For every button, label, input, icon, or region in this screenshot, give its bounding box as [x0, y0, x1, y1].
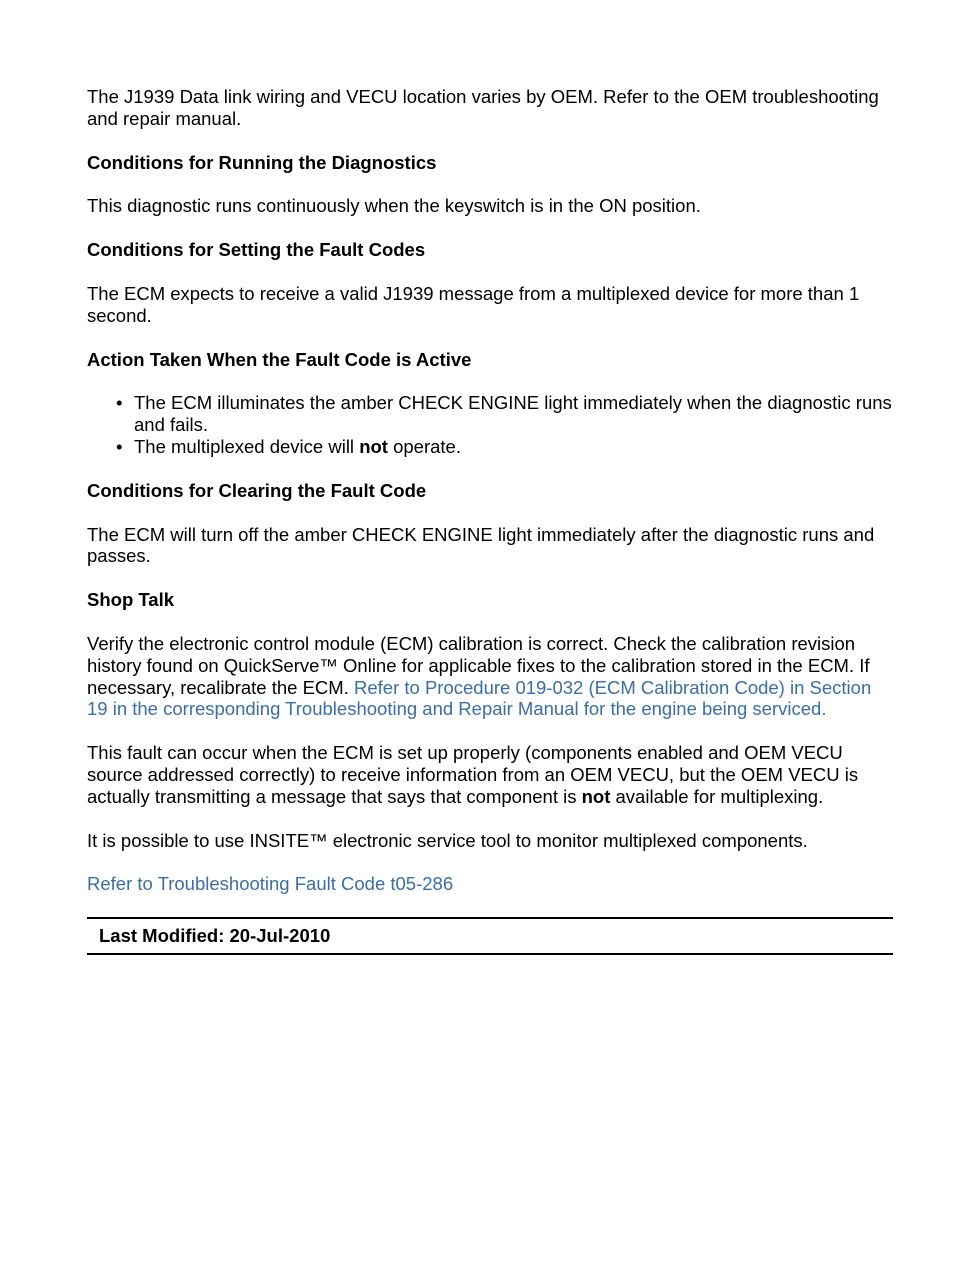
- shop-talk-paragraph-1-text: Verify the electronic control module (ECM) calibration is correct. Check the calibration revision history found on QuickServe™ Online for applicable fixes to the calibration stored in the ECM. If necessary, recalibrate the ECM.: [87, 632, 870, 698]
- setting-body: The ECM expects to receive a valid J1939 message from a multiplexed device for more than 1 second.: [87, 282, 860, 326]
- action-list: [87, 392, 893, 457]
- setting-heading: Conditions for Setting the Fault Codes: [87, 239, 426, 261]
- list-item: [116, 435, 893, 458]
- procedure-019-032-link[interactable]: Refer to Procedure 019-032 (ECM Calibration Code) in Section 19 in the corresponding Troubleshooting and Repair Manual for the engine being serviced.: [87, 676, 872, 720]
- fault-code-reference: [87, 873, 893, 895]
- bullet-icon: •: [116, 392, 123, 414]
- bullet-icon: •: [116, 435, 123, 457]
- fault-code-t05-286-link[interactable]: Refer to Troubleshooting Fault Code t05-286: [87, 873, 454, 895]
- shop-talk-paragraph-3: It is possible to use INSITE™ electronic service tool to monitor multiplexed components.: [87, 829, 808, 851]
- action-bullet-2-before: The multiplexed device will: [134, 435, 360, 457]
- running-body: This diagnostic runs continuously when the keyswitch is in the ON position.: [87, 195, 701, 217]
- intro-paragraph: The J1939 Data link wiring and VECU location varies by OEM. Refer to the OEM troubleshooting and repair manual.: [87, 86, 879, 129]
- shop-talk-heading: Shop Talk: [87, 589, 175, 611]
- clearing-body: The ECM will turn off the amber CHECK ENGINE light immediately after the diagnostic runs and passes.: [87, 523, 875, 567]
- last-modified-footer: Last Modified: 20-Jul-2010: [87, 917, 893, 955]
- action-bullet-2-bold: not: [359, 435, 388, 457]
- running-heading: Conditions for Running the Diagnostics: [87, 151, 437, 173]
- shop-talk-paragraph-2: [87, 742, 893, 807]
- action-bullet-2-after: operate.: [387, 435, 461, 457]
- shop-talk-paragraph-2-after: available for multiplexing.: [610, 785, 824, 807]
- action-bullet-1: The ECM illuminates the amber CHECK ENGINE light immediately when the diagnostic runs and fails.: [134, 392, 892, 436]
- list-item: [116, 392, 893, 436]
- shop-talk-paragraph-2-bold: not: [581, 785, 611, 807]
- clearing-heading: Conditions for Clearing the Fault Code: [87, 479, 427, 501]
- document-page: [87, 86, 893, 955]
- action-heading: Action Taken When the Fault Code is Active: [87, 348, 472, 370]
- shop-talk-paragraph-1: [87, 633, 893, 720]
- shop-talk-paragraph-2-before: This fault can occur when the ECM is set up properly (components enabled and OEM VECU source addressed correctly) to receive information from an OEM VECU, but the OEM VECU is actually transmitting a message that says that component is: [87, 742, 859, 807]
